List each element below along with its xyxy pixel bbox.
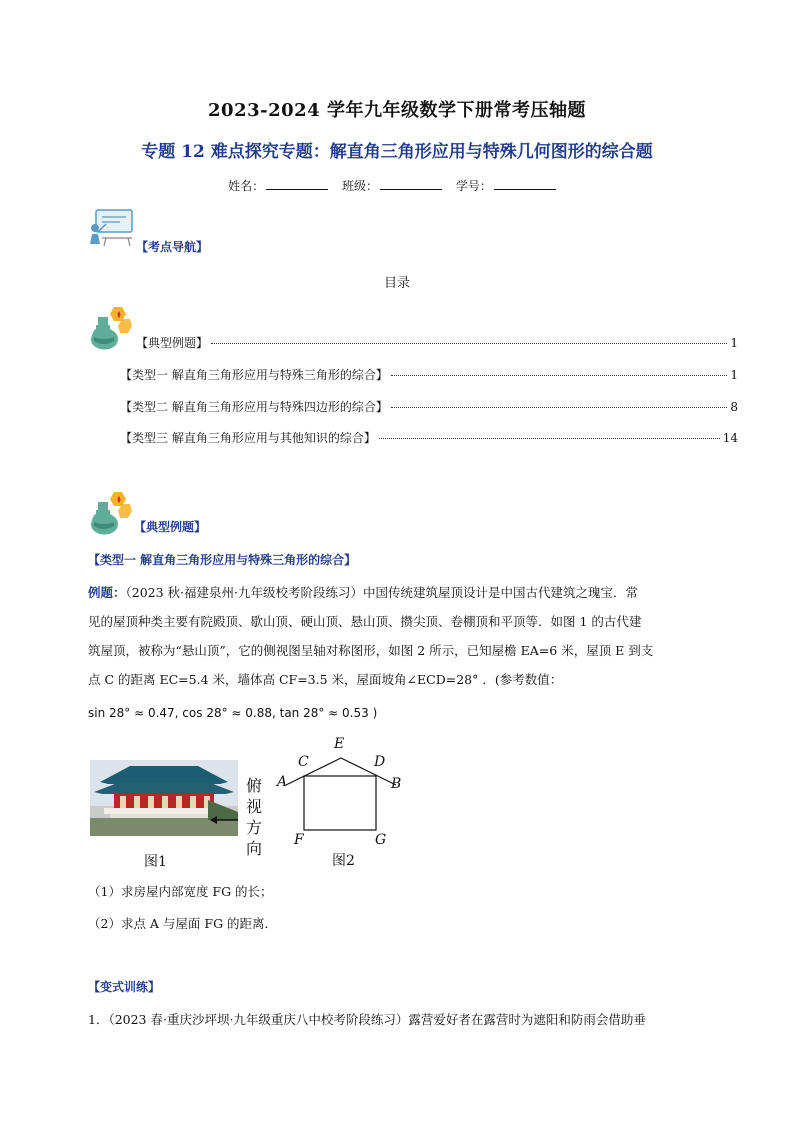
example-line: 点 C 的距离 EC=5.4 米，墙体高 CF=3.5 米，屋面坡角∠ECD=28° ．(参考数值： [88, 672, 563, 687]
point-label-A: A [277, 774, 288, 790]
toc-entry-page: 14 [722, 431, 738, 445]
toc-dots [391, 375, 728, 376]
flask-icon [88, 490, 132, 536]
name-blank[interactable] [266, 177, 328, 190]
document-subtitle: 专题 12 难点探究专题：解直角三角形应用与特殊几何图形的综合题 [141, 142, 653, 162]
variant-question-1: 1．（2023 春·重庆沙坪坝·九年级重庆八中校考阶段练习）露营爱好者在露营时为遮阳和防雨会借助垂 [88, 1012, 646, 1027]
nav-label: 【考点导航】 [136, 240, 209, 254]
point-label-B: B [391, 776, 402, 792]
arrow-icon [210, 814, 240, 826]
student-info-line [0, 177, 794, 194]
toc-entry[interactable] [120, 366, 738, 383]
question-1: （1）求房屋内部宽度 FG 的长； [88, 884, 273, 899]
toc-entry-page: 1 [730, 368, 738, 382]
view-char: 视 [246, 797, 263, 816]
section-label: 【典型例题】 [134, 520, 207, 534]
point-label-G: G [375, 832, 387, 848]
point-label-C: C [298, 754, 309, 770]
view-direction-label [246, 775, 262, 859]
view-char: 方 [246, 818, 263, 837]
toc-dots [391, 407, 728, 408]
question-2: （2）求点 A 与屋面 FG 的距离． [88, 916, 278, 931]
class-label: 班级： [341, 179, 378, 193]
toc-entry-page: 1 [730, 336, 738, 350]
toc-entry-label: 【类型二 解直角三角形应用与特殊四边形的综合】 [120, 400, 388, 414]
toc-entry-label: 【类型三 解直角三角形应用与其他知识的综合】 [120, 431, 376, 445]
view-char: 向 [246, 839, 263, 858]
document-title: 2023-2024 学年九年级数学下册常考压轴题 [208, 100, 586, 121]
figure1-caption: 图1 [144, 854, 167, 870]
class-blank[interactable] [380, 177, 442, 190]
teacher-board-icon [88, 208, 136, 248]
point-label-F: F [294, 832, 304, 848]
toc-dots [211, 343, 727, 344]
toc-entry-label: 【典型例题】 [136, 336, 209, 350]
view-char: 俯 [246, 776, 263, 795]
type1-heading: 【类型一 解直角三角形应用与特殊三角形的综合】 [88, 553, 357, 567]
toc-dots [379, 438, 720, 439]
toc-entry-label: 【类型一 解直角三角形应用与特殊三角形的综合】 [120, 368, 388, 382]
id-blank[interactable] [494, 177, 556, 190]
wall-rect [304, 776, 376, 830]
reference-values: sin 28° ≈ 0.47, cos 28° ≈ 0.88, tan 28° ≈ 0.53 ) [88, 706, 378, 720]
example-line: 见的屋顶种类主要有院殿顶、歇山顶、硬山顶、悬山顶、攒尖顶、卷棚顶和平顶等．如图 1 的古代建 [88, 614, 642, 629]
id-label: 学号： [455, 179, 492, 193]
name-label: 姓名： [228, 179, 265, 193]
flask-icon [88, 305, 132, 351]
toc-entry[interactable] [136, 334, 738, 351]
toc-title: 目录 [383, 276, 410, 291]
point-label-D: D [374, 754, 386, 770]
point-label-E: E [334, 736, 345, 752]
toc-entry[interactable] [120, 398, 738, 415]
example-line: 筑屋顶，被称为“悬山顶”，它的侧视图呈轴对称图形，如图 2 所示，已知屋檐 EA=6 米，屋顶 E 到支 [88, 643, 654, 658]
figure2-caption: 图2 [332, 853, 355, 869]
example-line: （2023 秋·福建泉州·九年级校考阶段练习）中国传统建筑屋顶设计是中国古代建筑之瑰宝．常 [125, 585, 638, 600]
toc-entry-page: 8 [730, 400, 738, 414]
example-text [88, 578, 718, 694]
toc-entry[interactable] [120, 429, 738, 446]
example-label: 例题： [88, 585, 126, 600]
variant-label: 【变式训练】 [88, 980, 161, 994]
